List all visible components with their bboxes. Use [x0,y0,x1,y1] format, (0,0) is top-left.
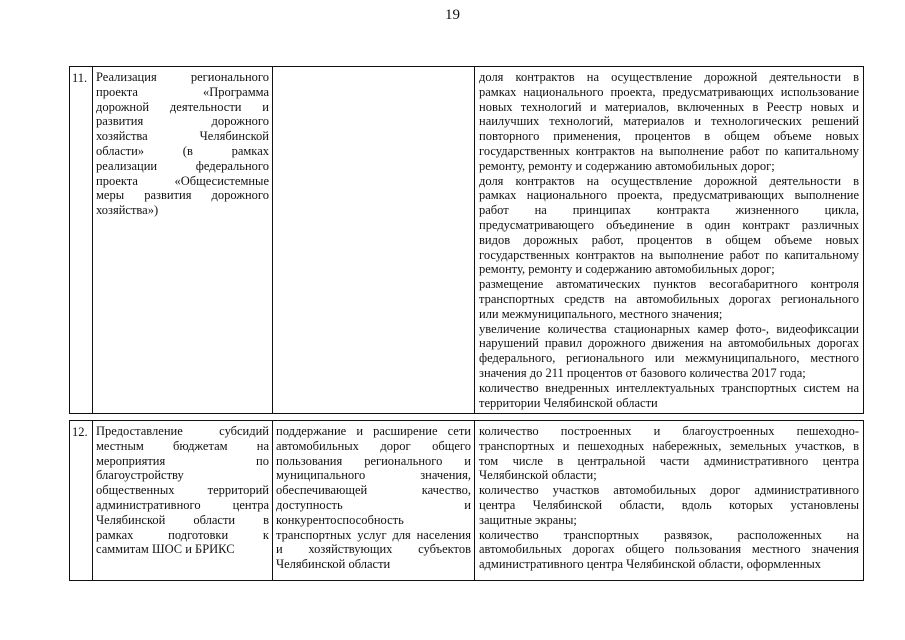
text-line: нарушений правил дорожного движения на автомобильных дорогах [479,336,859,351]
text-line: административного центра Челябинской области, оформленных [479,557,822,572]
text-line: проекта «Программа [96,84,269,99]
text-line: Челябинской области в [96,512,269,527]
text-line: рамках национального проекта, предусматривающих выполнение [479,188,859,203]
text-line: или межмуниципального, местного значения; [479,306,723,321]
text-line: и хозяйствующих субъектов [276,542,471,557]
text-line: центра Челябинской области, вдоль которых установлены [479,497,859,512]
text-line: предусматривающего объединение в один контракт различных [479,217,859,232]
text-line: наилучших технологий, материалов и технологических решений [479,114,859,129]
text-line: количество транспортных развязок, расположенных на [479,527,859,542]
text-line: количество участков автомобильных дорог административного [479,483,859,498]
text-line: хозяйства Челябинской [96,129,269,144]
indicators-text [479,70,859,410]
text-line: мероприятия по [96,453,269,468]
page-number: 19 [445,7,460,23]
row-number: 11. [72,71,88,85]
text-line: конкурентоспособность [276,512,404,527]
text-line: дорожной деятельности и [96,99,269,114]
event-name-cell [93,67,273,413]
text-line: Предоставление субсидий [96,424,269,438]
text-line: государственных контрактов на выполнение работ по капитальному [479,143,859,158]
text-line: автомобильных дорог общего [276,438,471,453]
indicators-cell [475,67,863,413]
text-line: саммитам ШОС и БРИКС [96,542,235,557]
goal-text [276,424,471,572]
text-line: административного центра [96,497,269,512]
text-line: увеличение количества стационарных камер фото-, видеофиксации [479,321,859,336]
text-line: обеспечивающей качество, [276,483,471,498]
text-line: муниципального значения, [276,468,471,483]
row-number-cell [70,421,93,580]
text-line: реализации федерального [96,158,269,173]
text-line: работ на принципах контракта жизненного цикла, [479,203,859,218]
text-line: меры развития дорожного [96,188,269,203]
text-line: значения до 211 процентов от базового количества 2017 года; [479,365,806,380]
row-number-cell [70,67,93,413]
text-line: территории Челябинской области [479,395,658,410]
text-line: доля контрактов на осуществление дорожной деятельности в [479,173,859,188]
text-line: благоустройству [96,468,184,483]
goal-cell [273,421,475,580]
table-row [69,66,864,414]
text-line: развития дорожного [96,114,269,129]
text-line: транспортных средств на автомобильных дорогах регионального [479,291,859,306]
text-line: новых технологий и материалов, включенных в Реестр новых и [479,99,859,114]
goal-cell [273,67,475,413]
text-line: размещение автоматических пунктов весогабаритного контроля [479,277,859,292]
event-name-cell [93,421,273,580]
text-line: видов дорожных работ, процентов в общем объеме новых [479,232,859,247]
text-line: федерального, регионального или межмуниципального, местного [479,351,859,366]
text-line: количество внедренных интеллектуальных транспортных систем на [479,380,859,395]
event-name-text [96,70,269,218]
row-number: 12. [72,425,88,439]
text-line: количество построенных и благоустроенных пешеходно- [479,424,859,438]
text-line: защитные экраны; [479,512,577,527]
text-line: рамках подготовки к [96,527,269,542]
text-line: проекта «Общесистемные [96,173,269,188]
indicators-cell [475,421,863,580]
text-line: автомобильных дорогах общего пользования местного значения [479,542,859,557]
text-line: местным бюджетам на [96,438,269,453]
event-name-text [96,424,269,557]
indicators-text [479,424,859,572]
text-line: доступность и [276,497,471,512]
text-line: доля контрактов на осуществление дорожной деятельности в [479,70,859,84]
text-line: хозяйства») [96,203,159,218]
text-line: пользования регионального и [276,453,471,468]
text-line: общественных территорий [96,483,269,498]
text-line: поддержание и расширение сети [276,424,471,438]
text-line: государственных контрактов на выполнение работ по капитальному [479,247,859,262]
text-line: ремонту, ремонту и содержанию автомобильных дорог; [479,158,775,173]
text-line: транспортных и пешеходных набережных, земельных участков, в [479,438,859,453]
text-line: рамках национального проекта, предусматривающих использование [479,84,859,99]
text-line: том числе в центральной части административного центра [479,453,859,468]
text-line: области» (в рамках [96,143,269,158]
text-line: повторного применения, процентов в общем объеме новых [479,129,859,144]
text-line: Реализация регионального [96,70,269,84]
table-row [69,420,864,581]
text-line: транспортных услуг для населения [276,527,471,542]
text-line: ремонту, ремонту и содержанию автомобильных дорог; [479,262,775,277]
text-line: Челябинской области; [479,468,597,483]
text-line: Челябинской области [276,557,391,572]
